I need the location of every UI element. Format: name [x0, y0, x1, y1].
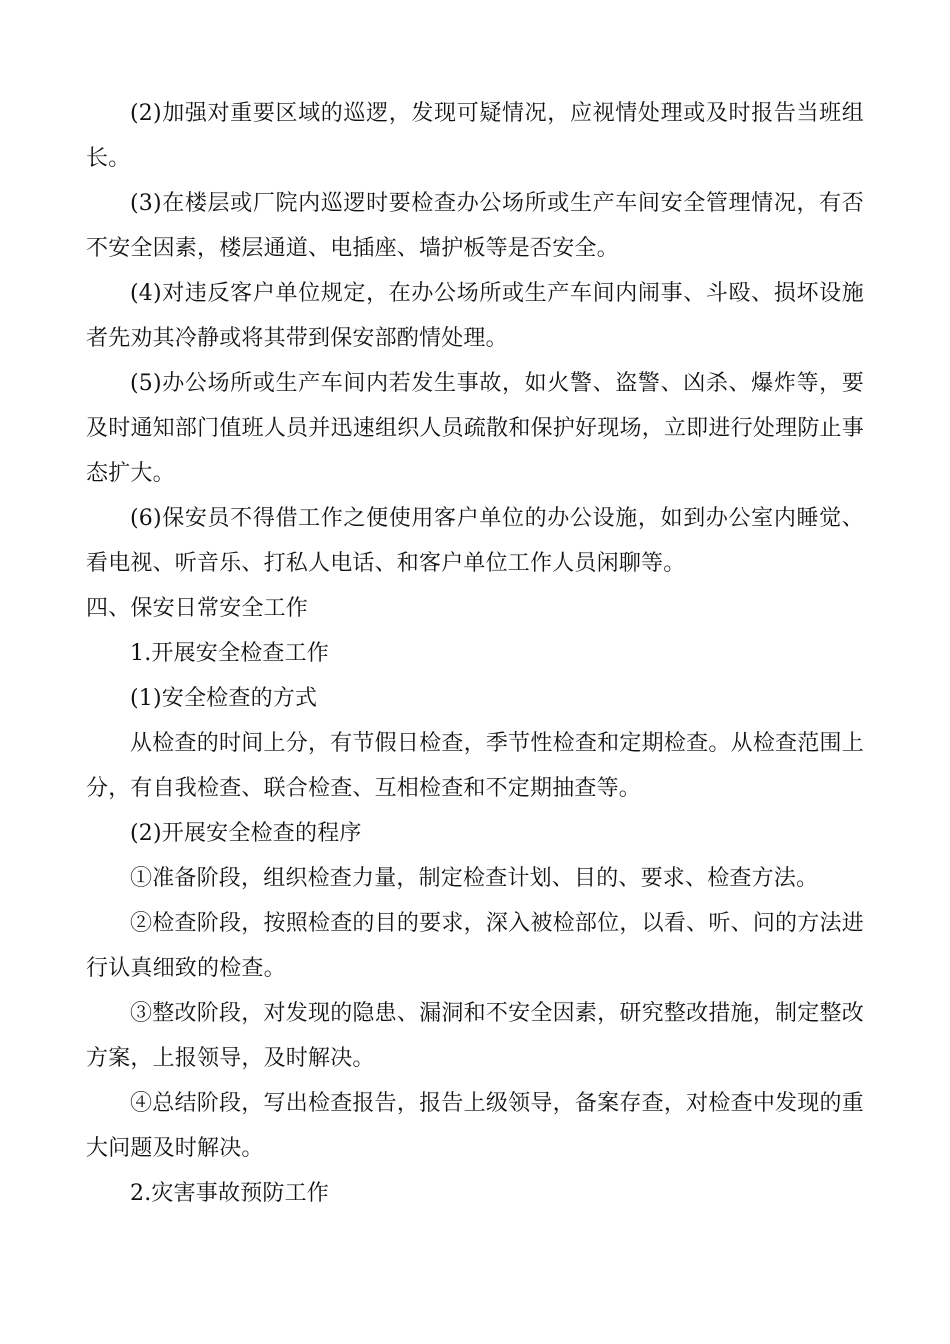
paragraph-facility-use-rule: (6)保安员不得借工作之便使用客户单位的办公设施，如到办公室内睡觉、看电视、听音乐、打私人电话、和客户单位工作人员闲聊等。 — [86, 506, 864, 576]
subheading-safety-inspection: 1.开展安全检查工作 — [130, 641, 329, 666]
paragraph-summary-stage: ④总结阶段，写出检查报告，报告上级领导，备案存查，对检查中发现的重大问题及时解决。 — [86, 1091, 864, 1161]
document-body — [86, 91, 864, 1216]
section-heading-daily-safety: 四、保安日常安全工作 — [86, 596, 309, 621]
subheading-inspection-procedure: (2)开展安全检查的程序 — [130, 821, 362, 846]
paragraph-floor-inspection: (3)在楼层或厂院内巡逻时要检查办公场所或生产车间安全管理情况，有否不安全因素，楼层通道、电插座、墙护板等是否安全。 — [86, 191, 864, 261]
paragraph-violation-handling: (4)对违反客户单位规定，在办公场所或生产车间内闹事、斗殴、损坏设施者先劝其冷静或将其带到保安部酌情处理。 — [86, 281, 864, 351]
paragraph-patrol-key-areas: (2)加强对重要区域的巡逻，发现可疑情况，应视情处理或及时报告当班组长。 — [86, 101, 864, 171]
paragraph-preparation-stage: ①准备阶段，组织检查力量，制定检查计划、目的、要求、检查方法。 — [130, 866, 819, 891]
subheading-inspection-methods: (1)安全检查的方式 — [130, 686, 318, 711]
paragraph-accident-response: (5)办公场所或生产车间内若发生事故，如火警、盗警、凶杀、爆炸等，要及时通知部门值班人员并迅速组织人员疏散和保护好现场，立即进行处理防止事态扩大。 — [86, 371, 864, 486]
paragraph-inspection-types: 从检查的时间上分，有节假日检查，季节性检查和定期检查。从检查范围上分，有自我检查、联合检查、互相检查和不定期抽查等。 — [86, 731, 864, 801]
paragraph-rectification-stage: ③整改阶段，对发现的隐患、漏洞和不安全因素，研究整改措施，制定整改方案，上报领导，及时解决。 — [86, 1001, 864, 1071]
paragraph-inspection-stage: ②检查阶段，按照检查的目的要求，深入被检部位，以看、听、问的方法进行认真细致的检查。 — [86, 911, 864, 981]
subheading-disaster-prevention: 2.灾害事故预防工作 — [130, 1181, 329, 1206]
